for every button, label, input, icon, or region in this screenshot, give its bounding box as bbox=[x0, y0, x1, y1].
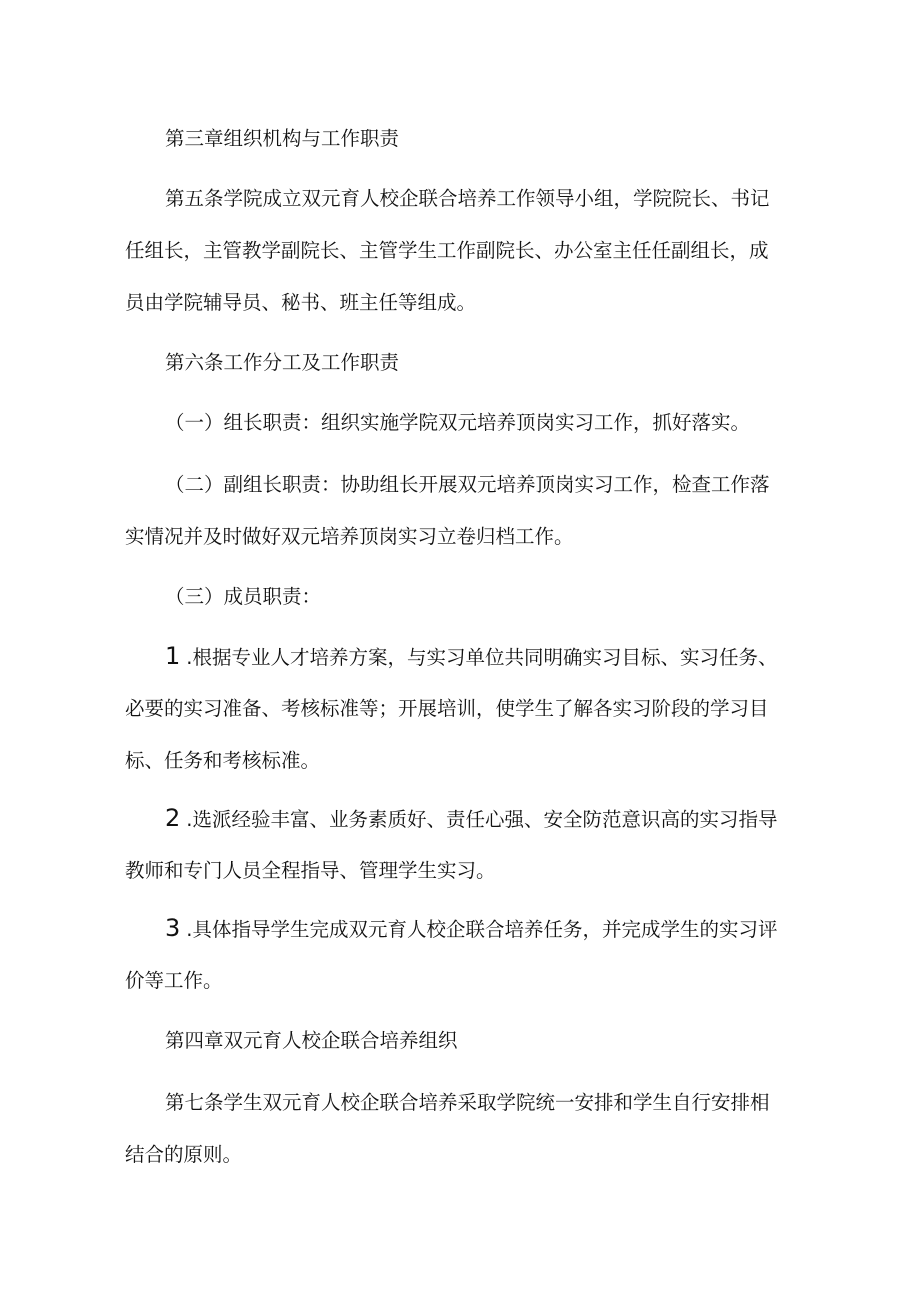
item2-line1: .选派经验丰富、业务素质好、责任心强、安全防范意识高的实习指导 bbox=[186, 808, 778, 831]
duty3-paragraph: （三）成员职责： bbox=[165, 585, 322, 608]
item2-number: 2 bbox=[165, 804, 181, 832]
chapter3-heading: 第三章组织机构与工作职责 bbox=[165, 127, 400, 150]
article7-line1: 第七条学生双元育人校企联合培养采取学院统一安排和学生自行安排相 bbox=[165, 1091, 770, 1114]
duty2-line1: （二）副组长职责：协助组长开展双元培养顶岗实习工作，检查工作落 bbox=[165, 473, 770, 496]
item3-number: 3 bbox=[165, 914, 181, 942]
article5-line3: 员由学院辅导员、秘书、班主任等组成。 bbox=[125, 291, 477, 314]
item2-line1-wrap bbox=[165, 792, 920, 846]
item2-line2: 教师和专门人员全程指导、管理学生实习。 bbox=[125, 859, 496, 882]
chapter4-heading: 第四章双元育人校企联合培养组织 bbox=[165, 1029, 458, 1052]
item1-line1: .根据专业人才培养方案，与实习单位共同明确实习目标、实习任务、 bbox=[186, 646, 778, 669]
article5-line2: 任组长，主管教学副院长、主管学生工作副院长、办公室主任任副组长，成 bbox=[125, 239, 769, 262]
item3-line2: 价等工作。 bbox=[125, 969, 223, 992]
item1-line2: 必要的实习准备、考核标准等；开展培训，使学生了解各实习阶段的学习目 bbox=[125, 697, 769, 720]
item3-line1-wrap bbox=[165, 902, 920, 956]
article6-heading: 第六条工作分工及工作职责 bbox=[165, 351, 400, 374]
item1-line3: 标、任务和考核标准。 bbox=[125, 749, 321, 772]
article7-line2: 结合的原则。 bbox=[125, 1143, 243, 1166]
item1-line1-wrap bbox=[165, 630, 920, 684]
duty1-paragraph: （一）组长职责：组织实施学院双元培养顶岗实习工作，抓好落实。 bbox=[165, 411, 751, 434]
item3-line1: .具体指导学生完成双元育人校企联合培养任务，并完成学生的实习评 bbox=[186, 918, 778, 941]
item1-number: 1 bbox=[165, 642, 181, 670]
article5-line1: 第五条学院成立双元育人校企联合培养工作领导小组，学院院长、书记 bbox=[165, 187, 770, 210]
duty2-line2: 实情况并及时做好双元培养顶岗实习立卷归档工作。 bbox=[125, 525, 574, 548]
